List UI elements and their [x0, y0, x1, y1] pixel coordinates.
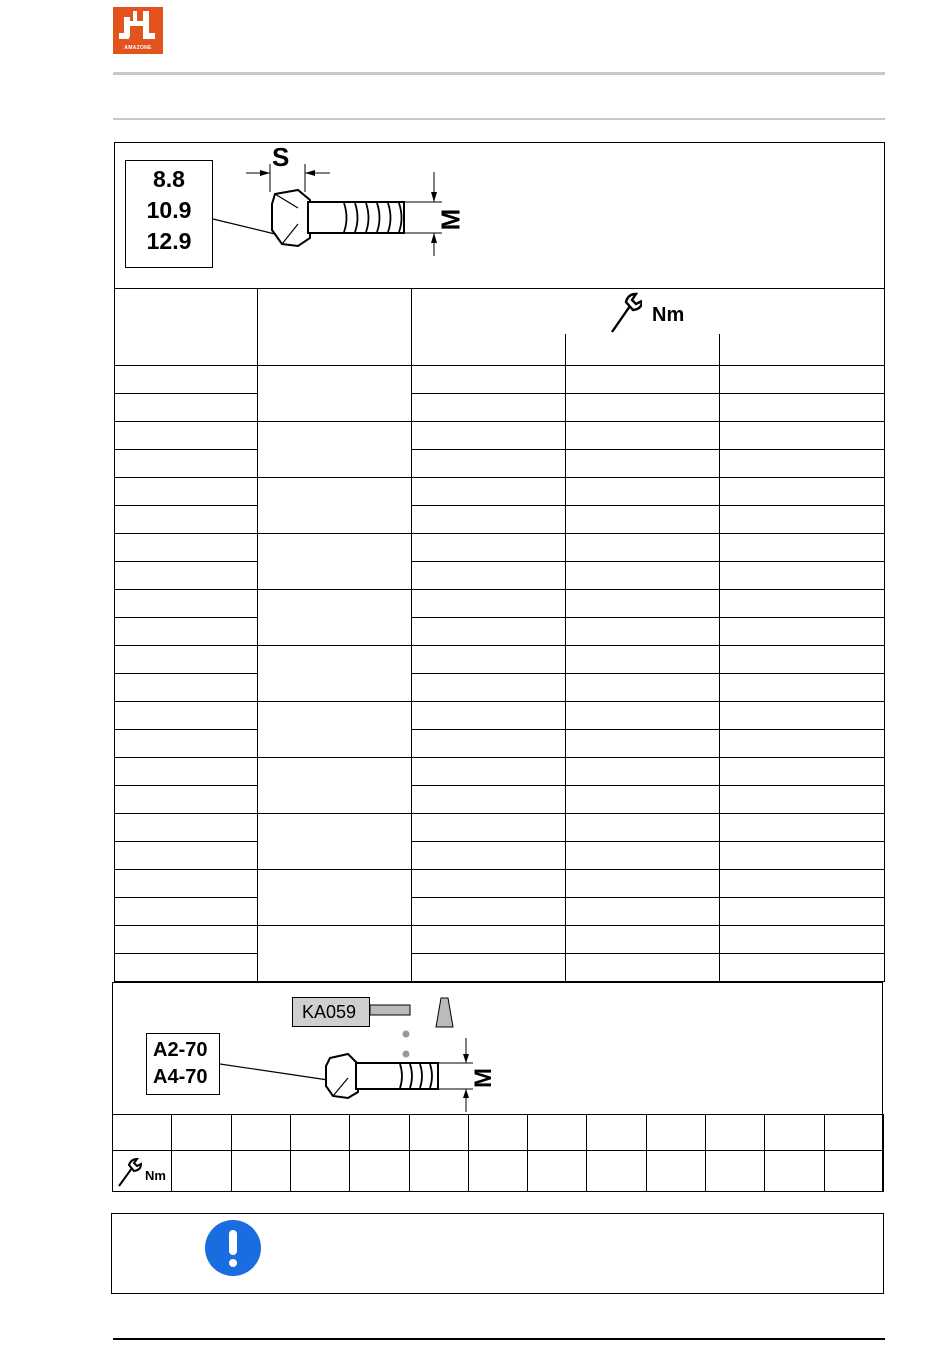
table-cell [646, 1114, 706, 1151]
table-cell [719, 953, 885, 982]
table-cell [719, 589, 885, 618]
table-cell [411, 533, 566, 562]
table-cell [565, 813, 720, 842]
table-cell [527, 1114, 587, 1151]
table-cell [290, 1114, 350, 1151]
table-cell [764, 1114, 825, 1151]
table-cell [114, 729, 258, 758]
table-cell [705, 1150, 765, 1192]
table-header-cell [257, 288, 412, 366]
table-cell [565, 477, 720, 506]
table-cell [565, 729, 720, 758]
table-header-cell [114, 288, 258, 366]
table-cell [114, 785, 258, 814]
table-cell [409, 1150, 469, 1192]
table-cell [114, 673, 258, 702]
table-cell [565, 421, 720, 450]
table-cell [646, 1150, 706, 1192]
table-cell [114, 757, 258, 786]
footer-rule [113, 1338, 885, 1340]
table-cell [114, 869, 258, 898]
table-cell [411, 953, 566, 982]
grade-label: A4-70 [153, 1066, 208, 1088]
table-cell [719, 477, 885, 506]
table-cell [719, 365, 885, 394]
table-cell [257, 477, 412, 534]
dimension-m-label: M [470, 1068, 497, 1088]
table-cell [257, 701, 412, 758]
table-cell [231, 1150, 291, 1192]
table-cell [565, 449, 720, 478]
table-cell [719, 645, 885, 674]
section-rule [113, 118, 885, 120]
table-cell [719, 701, 885, 730]
table-cell [719, 757, 885, 786]
table-cell [114, 365, 258, 394]
table-cell [114, 449, 258, 478]
table-cell [565, 953, 720, 982]
table-cell [719, 813, 885, 842]
stainless-torque-table [112, 1114, 883, 1192]
table-cell [411, 617, 566, 646]
table-cell [411, 561, 566, 590]
header-rule [113, 72, 885, 75]
bolt-grade-box [125, 160, 213, 268]
grade-label: 8.8 [153, 166, 185, 192]
table-cell [719, 449, 885, 478]
table-cell [411, 925, 566, 954]
table-cell [719, 505, 885, 534]
table-cell [586, 1114, 647, 1151]
table-cell [114, 589, 258, 618]
table-cell [411, 841, 566, 870]
table-cell [114, 421, 258, 450]
table-cell [468, 1150, 528, 1192]
stainless-bolt-drawing [218, 1036, 488, 1116]
table-cell [719, 533, 885, 562]
table-cell [719, 869, 885, 898]
dimension-s-label: S [272, 142, 290, 172]
table-cell [565, 533, 720, 562]
table-cell [411, 701, 566, 730]
table-cell [411, 421, 566, 450]
table-cell [565, 365, 720, 394]
wrench-icon [608, 292, 642, 334]
table-cell [565, 393, 720, 422]
grade-label: 10.9 [146, 197, 192, 223]
table-cell [586, 1150, 647, 1192]
exclamation-info-icon [205, 1220, 261, 1276]
logo-text: AMAZONE [124, 45, 152, 51]
torque-unit-label: Nm [652, 304, 685, 326]
table-cell [411, 785, 566, 814]
table-cell [257, 925, 412, 982]
table-header-torque [411, 288, 885, 366]
table-cell [719, 785, 885, 814]
grade-label: A2-70 [153, 1039, 208, 1061]
table-cell [257, 869, 412, 926]
table-cell [565, 841, 720, 870]
table-cell [527, 1150, 587, 1192]
table-cell [719, 729, 885, 758]
table-cell [114, 925, 258, 954]
table-cell [764, 1150, 825, 1192]
table-cell [257, 365, 412, 422]
table-cell [565, 785, 720, 814]
table-cell [824, 1114, 884, 1151]
table-cell [349, 1114, 410, 1151]
table-cell [411, 897, 566, 926]
adhesive-label: KA059 [302, 1002, 357, 1022]
table-cell [114, 645, 258, 674]
table-cell [411, 449, 566, 478]
table-cell [719, 897, 885, 926]
table-cell [409, 1114, 469, 1151]
table-cell [411, 645, 566, 674]
table-cell [114, 561, 258, 590]
table-cell [290, 1150, 350, 1192]
table-cell [112, 1114, 172, 1151]
adhesive-tube [292, 997, 370, 1027]
header-divider [719, 334, 720, 366]
table-cell [257, 645, 412, 702]
table-cell [719, 561, 885, 590]
table-cell [114, 533, 258, 562]
table-cell [719, 393, 885, 422]
table-cell [565, 925, 720, 954]
table-cell [411, 673, 566, 702]
table-cell [565, 505, 720, 534]
table-cell [257, 421, 412, 478]
table-cell [171, 1150, 232, 1192]
table-cell [257, 533, 412, 590]
table-cell [114, 393, 258, 422]
table-cell [719, 925, 885, 954]
table-cell [411, 477, 566, 506]
table-cell [411, 813, 566, 842]
table-cell [114, 953, 258, 982]
table-cell [411, 729, 566, 758]
table-cell [171, 1114, 232, 1151]
table-cell [257, 589, 412, 646]
table-cell [257, 813, 412, 870]
table-cell [565, 589, 720, 618]
table-cell [719, 673, 885, 702]
grade-label: 12.9 [146, 228, 192, 254]
table-cell [565, 673, 720, 702]
table-cell [468, 1114, 528, 1151]
table-cell [411, 757, 566, 786]
dimension-m-label: M [435, 208, 466, 231]
table-cell [565, 897, 720, 926]
table-cell [824, 1150, 884, 1192]
table-cell [349, 1150, 410, 1192]
table-cell [114, 841, 258, 870]
table-cell [705, 1114, 765, 1151]
table-cell [114, 897, 258, 926]
table-cell [411, 869, 566, 898]
torque-unit-label: Nm [145, 1168, 166, 1183]
table-cell [411, 505, 566, 534]
table-cell [114, 477, 258, 506]
table-cell [565, 561, 720, 590]
table-cell [411, 589, 566, 618]
table-cell [719, 617, 885, 646]
table-cell [114, 813, 258, 842]
stainless-grade-box [146, 1033, 220, 1095]
table-cell [719, 841, 885, 870]
table-cell [231, 1114, 291, 1151]
table-cell [114, 701, 258, 730]
table-cell [565, 869, 720, 898]
table-cell [565, 701, 720, 730]
table-cell [565, 757, 720, 786]
table-cell [114, 505, 258, 534]
table-cell [257, 757, 412, 814]
table-cell [411, 393, 566, 422]
table-cell [114, 617, 258, 646]
table-cell [411, 365, 566, 394]
table-cell [565, 645, 720, 674]
header-divider [565, 334, 566, 366]
table-cell [565, 617, 720, 646]
wrench-icon [116, 1156, 142, 1188]
table-cell [719, 421, 885, 450]
